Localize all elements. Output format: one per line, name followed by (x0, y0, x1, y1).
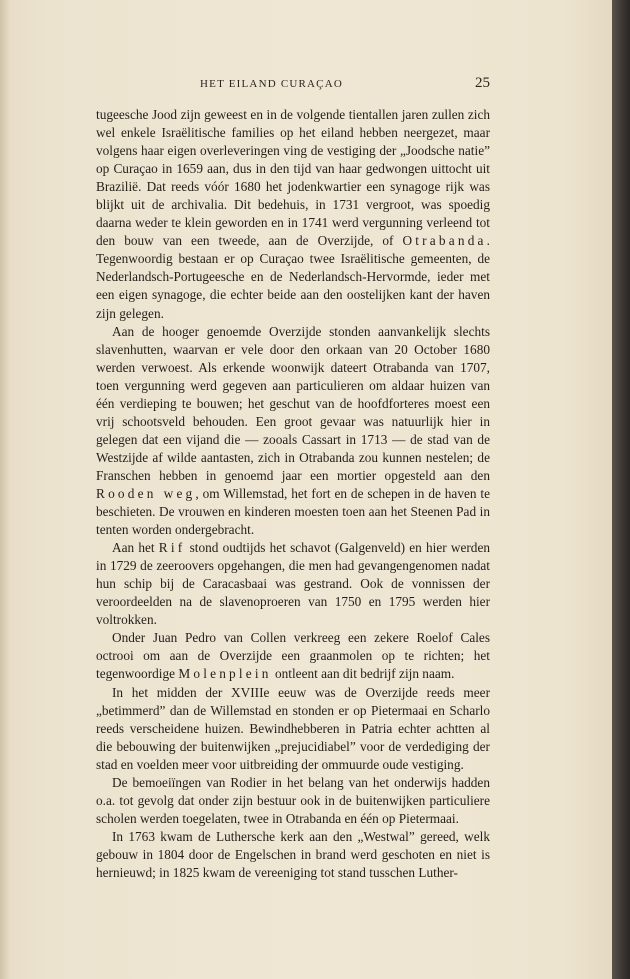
paragraph: In het midden der XVIIIe eeuw was de Overzijde reeds meer „betimmerd” dan de Willemstad en stonden er op Pietermaai en Scharlo reeds verscheidene huizen. Bewindhebberen in Patria echter achtten al die bebouwing der buitenwijken „prejucidiabel” voor de verdediging der stad en voelden meer voor uitbreiding der ommuurde oude vestiging. (96, 684, 490, 772)
spaced-emphasis: Otrabanda (402, 233, 487, 249)
paragraph: De bemoeiïngen van Rodier in het belang van het onderwijs hadden o.a. tot gevolg dat onder zijn bestuur ook in de buitenwijken particuliere scholen werden toegelaten, twee in Otrabanda en één op Pietermaai. (96, 774, 490, 826)
page-gutter-shadow (0, 0, 10, 979)
paragraph: In 1763 kwam de Luthersche kerk aan den „Westwal” gereed, welk gebouw in 1804 door de Engelschen in brand werd geschoten en niet is hernieuwd; in 1825 kwam de vereeniging tot stand tusschen Luther- (96, 828, 490, 880)
spaced-emphasis: Molenplein (178, 666, 272, 682)
book-edge (612, 0, 630, 979)
paragraph: Aan het Rif stond oudtijds het schavot (Galgenveld) en hier werden in 1729 de zeeroovers opgehangen, die men had gevangengenomen nadat hun schip bij de Caracasbaai was gestrand. Ook de vonnissen der veroordeelden na de slavenoproeren van 1750 en 1795 werden hier voltrokken. (96, 540, 490, 628)
paragraph: Aan de hooger genoemde Overzijde stonden aanvankelijk slechts slavenhutten, waarvan er vele door den orkaan van 20 October 1680 werden verwoest. Als erkende woonwijk dateert Otrabanda van 1707, toen vergunning werd gegeven aan particulieren om aldaar huizen van één verdieping te bouwen; het geschut van de hoofdforteres moest een vrij schootsveld behouden. Een groot gevaar was natuurlijk hier in gelegen dat een vijand die — zooals Cassart in 1713 — de stad van de Westzijde af wilde aantasten, zich in Otrabanda zou kunnen nestelen; de Franschen hebben in genoemd jaar een mortier opgesteld aan den Rooden weg, om Willemstad, het fort en de schepen in de haven te beschieten. De vrouwen en kinderen moesten toen aan het Steenen Pad in tenten worden ondergebracht. (96, 323, 491, 538)
paragraph: Onder Juan Pedro van Collen verkreeg een zekere Roelof Cales octrooi om aan de Overzijde een graanmolen op te richten; het tegenwoordige Molenplein ontleent aan dit bedrijf zijn naam. (96, 630, 490, 682)
body-text (96, 106, 490, 882)
spaced-emphasis: Rooden weg (96, 485, 196, 501)
paragraph: tugeesche Jood zijn geweest en in de volgende tientallen jaren zullen zich wel enkele Israëlitische families op het eiland hebben neergezet, maar volgens haar eigen overleveringen ving de vestiging der „Joodsche natie” op Curaçao in 1659 aan, dus in den tijd van haar gedwongen uittocht uit Brazilië. Dat reeds vóór 1680 het jodenkwartier een synagoge rijk was blijkt uit de archivalia. Dit bedehuis, in 1731 vergroot, was spoedig daarna weder te klein geworden en in 1741 werd vergunning verleend tot den bouw van een tweede, aan de Overzijde, of Otrabanda. Tegenwoordig bestaan er op Curaçao twee Israëlitische gemeenten, de Nederlandsch-Portugeesche en de Nederlandsch-Hervormde, ieder met een eigen synagoge, die echter beide aan den oostelijken kant der haven zijn gelegen. (96, 107, 490, 321)
spaced-emphasis: Rif (158, 540, 186, 556)
page-header (96, 75, 490, 95)
page-number: 25 (475, 75, 490, 91)
running-title: HET EILAND CURAÇAO (200, 78, 344, 90)
